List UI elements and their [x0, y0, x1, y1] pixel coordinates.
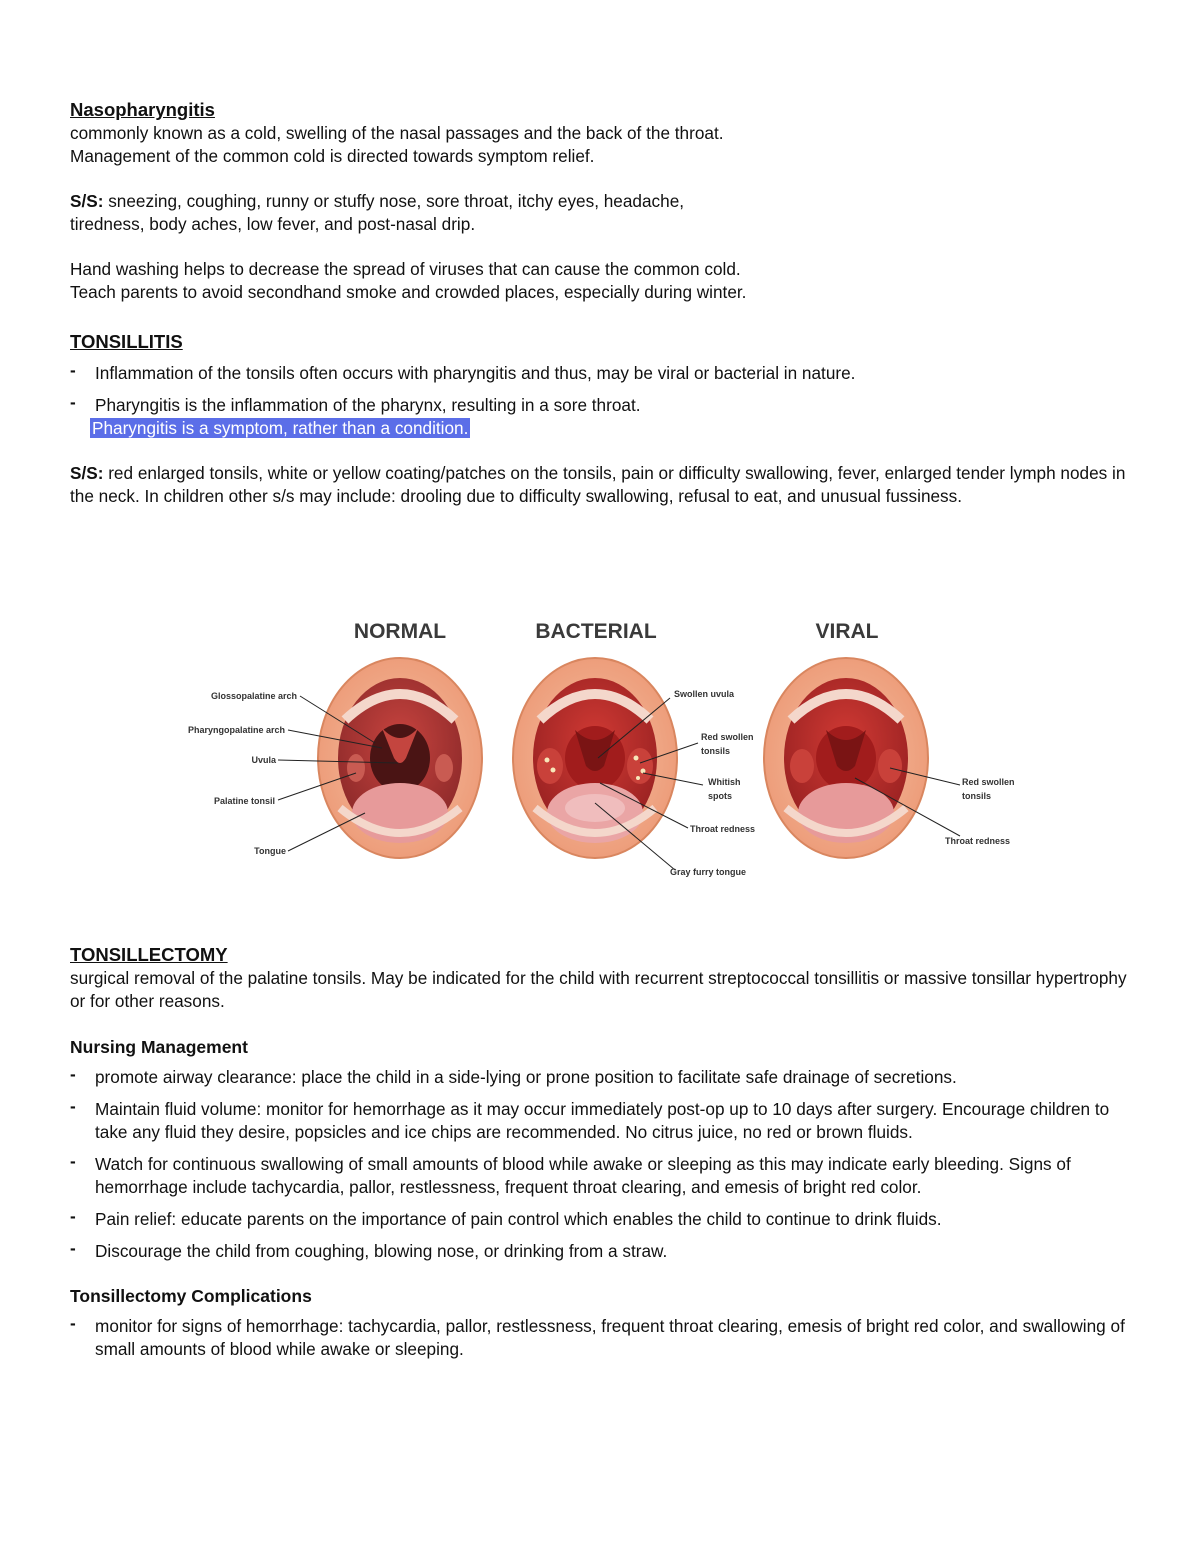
tonsillitis-list [70, 362, 1140, 440]
figure-title-normal: NORMAL [353, 620, 447, 643]
ss-label: S/S: [70, 191, 104, 211]
throat-comparison-figure [170, 608, 1050, 908]
normal-mouth-illustration [318, 658, 482, 858]
list-item: - promote airway clearance: place the child in a side-lying or prone position to facilitate safe drainage of secretions. [70, 1066, 1140, 1089]
list-item: - Maintain fluid volume: monitor for hemorrhage as it may occur immediately post-op up to 10 days after surgery. Encourage children to take any fluid they desire, popsicles and ice chips are recommended. No citrus juice, no red or brown fluids. [70, 1098, 1140, 1144]
nasopharyngitis-symptoms [70, 190, 1140, 213]
ss-text: sneezing, coughing, runny or stuffy nose, sore throat, itchy eyes, headache, [103, 191, 685, 211]
document-page [70, 98, 1140, 508]
list-item: - monitor for signs of hemorrhage: tachycardia, pallor, restlessness, frequent throat clearing, emesis of bright red color, and swallowing of small amounts of blood while awake or sleeping. [70, 1315, 1140, 1361]
label-tongue: Tongue [254, 846, 286, 856]
list-item: - Discourage the child from coughing, blowing nose, or drinking from a straw. [70, 1240, 1140, 1263]
label-glossopalatine-arch: Glossopalatine arch [210, 691, 297, 701]
list-item: - Inflammation of the tonsils often occurs with pharyngitis and thus, may be viral or bacterial in nature. [70, 362, 1140, 385]
ss-label: S/S: [70, 463, 104, 483]
figure-title-bacterial: BACTERIAL [535, 620, 657, 643]
bacterial-mouth-illustration [513, 658, 677, 858]
list-item-text: Pharyngitis is the inflammation of the pharynx, resulting in a sore throat. [95, 395, 641, 415]
nasopharyngitis-symptoms-cont: tiredness, body aches, low fever, and post-nasal drip. [70, 214, 476, 234]
viral-mouth-illustration [764, 658, 928, 858]
list-item [70, 394, 1140, 440]
label-throat-redness: Throat redness [690, 824, 756, 834]
tonsillitis-heading: TONSILLITIS [70, 331, 183, 352]
label-swollen-uvula: Swollen uvula [674, 689, 735, 699]
label-viral-tonsils: tonsils [962, 791, 992, 801]
label-viral-throat-redness: Throat redness [945, 836, 1011, 846]
list-item: - Watch for continuous swallowing of small amounts of blood while awake or sleeping as this may indicate early bleeding. Signs of hemorrhage include tachycardia, pallor, restlessness, frequent throat clearing, and emesis of bright red color. [70, 1153, 1140, 1199]
nursing-management-heading: Nursing Management [70, 1037, 248, 1057]
label-gray-furry-tongue: Gray furry tongue [670, 867, 747, 877]
tonsillectomy-heading: TONSILLECTOMY [70, 944, 228, 965]
label-tonsils: tonsils [701, 746, 731, 756]
label-whitish: Whitish [708, 777, 741, 787]
nursing-management-list [70, 1066, 1140, 1263]
tonsillectomy-intro: surgical removal of the palatine tonsils. May be indicated for the child with recurrent streptococcal tonsillitis or massive tonsillar hypertrophy or for other reasons. [70, 968, 1127, 1011]
complications-list [70, 1315, 1140, 1361]
nasopharyngitis-management: Management of the common cold is directed towards symptom relief. [70, 146, 595, 166]
label-palatine-tonsil: Palatine tonsil [213, 796, 275, 806]
ss-text: red enlarged tonsils, white or yellow coating/patches on the tonsils, pain or difficulty swallowing, fever, enlarged tender lymph nodes in the neck. In children other s/s may include: drooling due to difficulty swallowing, refusal to eat, and unusual fussiness. [70, 463, 1126, 506]
label-uvula: Uvula [251, 755, 276, 765]
nasopharyngitis-heading: Nasopharyngitis [70, 99, 215, 120]
nasopharyngitis-definition: commonly known as a cold, swelling of the nasal passages and the back of the throat. [70, 123, 724, 143]
label-red-swollen: Red swollen [701, 732, 754, 742]
label-pharyngopalatine-arch: Pharyngopalatine arch [187, 725, 285, 735]
label-spots: spots [708, 791, 733, 801]
complications-heading: Tonsillectomy Complications [70, 1286, 312, 1306]
highlighted-text: Pharyngitis is a symptom, rather than a condition. [92, 418, 469, 438]
list-item: - Pain relief: educate parents on the importance of pain control which enables the child to continue to drink fluids. [70, 1208, 1140, 1231]
tonsillitis-symptoms [70, 462, 1140, 508]
hand-washing-text: Hand washing helps to decrease the spread of viruses that can cause the common cold. [70, 259, 741, 279]
figure-title-viral: VIRAL [815, 620, 879, 643]
label-viral-red-swollen: Red swollen [962, 777, 1015, 787]
tonsillectomy-section [70, 943, 1140, 1370]
parent-teaching-text: Teach parents to avoid secondhand smoke and crowded places, especially during winter. [70, 282, 747, 302]
